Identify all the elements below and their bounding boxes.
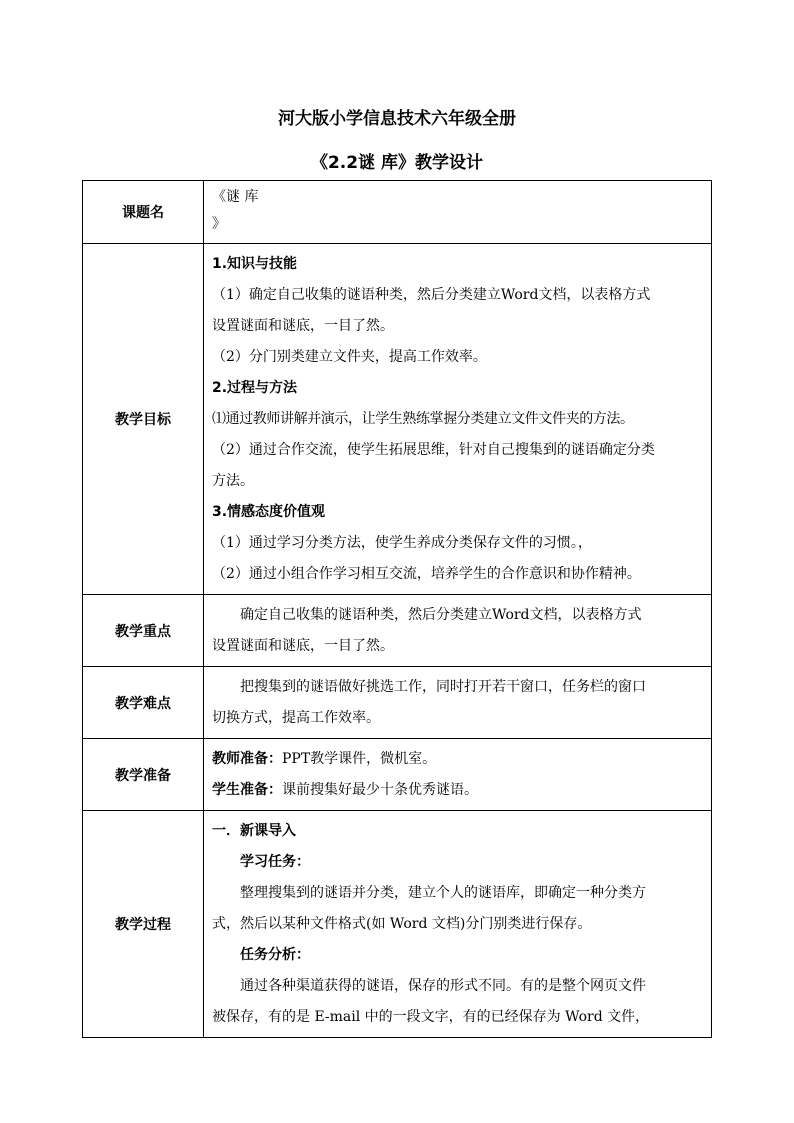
- objective-text-5: （1）通过学习分类方法，使学生养成分类保存文件的习惯。，: [212, 535, 592, 551]
- preparation-content: [204, 739, 712, 811]
- objective-text-4a: （2）通过合作交流，使学生拓展思维，针对自己搜集到的谜语确定分类: [212, 442, 655, 458]
- lesson-plan-table: [82, 180, 712, 1038]
- preparation-label: 教学准备: [83, 739, 204, 811]
- document-subtitle: 《2.2谜 库》教学设计: [310, 153, 484, 173]
- process-label: 教学过程: [83, 811, 204, 1038]
- process-content: [204, 811, 712, 1038]
- objectives-content: [204, 244, 712, 595]
- objectives-label: 教学目标: [83, 244, 204, 595]
- process-analysis-line2: 被保存，有的是 E-mail 中的一段文字，有的已经保存为 Word 文件，: [212, 1009, 650, 1025]
- objective-heading-attitude: 3.情感态度价值观: [212, 504, 326, 520]
- table-row-objectives: [83, 244, 712, 595]
- difficulties-content: [204, 667, 712, 739]
- table-row-preparation: [83, 739, 712, 811]
- process-analysis-label: 任务分析：: [240, 947, 310, 963]
- table-row-difficulties: [83, 667, 712, 739]
- topic-value-line1: 《谜 库: [212, 189, 259, 205]
- table-row-topic: [83, 181, 712, 244]
- topic-value-line2: 》: [212, 216, 226, 232]
- process-task-line1: 整理搜集到的谜语并分类，建立个人的谜语库，即确定一种分类方: [240, 885, 646, 901]
- topic-label: 课题名: [83, 181, 204, 244]
- process-analysis-line1: 通过各种渠道获得的谜语，保存的形式不同。有的是整个网页文件: [240, 978, 646, 994]
- objective-text-2: （2）分门别类建立文件夹，提高工作效率。: [212, 349, 487, 365]
- process-section-intro: 一．新课导入: [212, 823, 296, 839]
- student-preparation-value: 课前搜集好最少十条优秀谜语。: [282, 782, 478, 798]
- table-row-keypoints: [83, 595, 712, 667]
- teacher-preparation: [212, 744, 703, 775]
- student-preparation-label: 学生准备：: [212, 782, 282, 798]
- difficulties-line1: 把搜集到的谜语做好挑选工作，同时打开若干窗口，任务栏的窗口: [240, 679, 646, 695]
- keypoints-line1: 确定自己收集的谜语种类，然后分类建立Word文档，以表格方式: [240, 607, 642, 623]
- keypoints-content: [204, 595, 712, 667]
- objective-heading-process: 2.过程与方法: [212, 380, 298, 396]
- process-task-label: 学习任务：: [240, 854, 310, 870]
- difficulties-line2: 切换方式，提高工作效率。: [212, 710, 380, 726]
- student-preparation: [212, 775, 703, 806]
- difficulties-label: 教学难点: [83, 667, 204, 739]
- table-row-process: [83, 811, 712, 1038]
- objective-text-6: （2）通过小组合作学习相互交流，培养学生的合作意识和协作精神。: [212, 566, 641, 582]
- process-task-line2: 式，然后以某种文件格式(如 Word 文档)分门别类进行保存。: [212, 916, 592, 932]
- teacher-preparation-label: 教师准备：: [212, 751, 282, 767]
- topic-value: [204, 181, 712, 244]
- objective-text-3: ⑴通过教师讲解并演示，让学生熟练掌握分类建立文件文件夹的方法。: [212, 411, 634, 427]
- keypoints-label: 教学重点: [83, 595, 204, 667]
- objective-text-1a: （1）确定自己收集的谜语种类，然后分类建立Word文档，以表格方式: [212, 287, 651, 303]
- objective-text-1b: 设置谜面和谜底，一目了然。: [212, 318, 394, 334]
- objective-text-4b: 方法。: [212, 473, 254, 489]
- objective-heading-knowledge: 1.知识与技能: [212, 256, 298, 272]
- keypoints-line2: 设置谜面和谜底，一目了然。: [212, 638, 394, 654]
- teacher-preparation-value: PPT教学课件，微机室。: [282, 751, 437, 767]
- document-title: 河大版小学信息技术六年级全册: [278, 109, 516, 129]
